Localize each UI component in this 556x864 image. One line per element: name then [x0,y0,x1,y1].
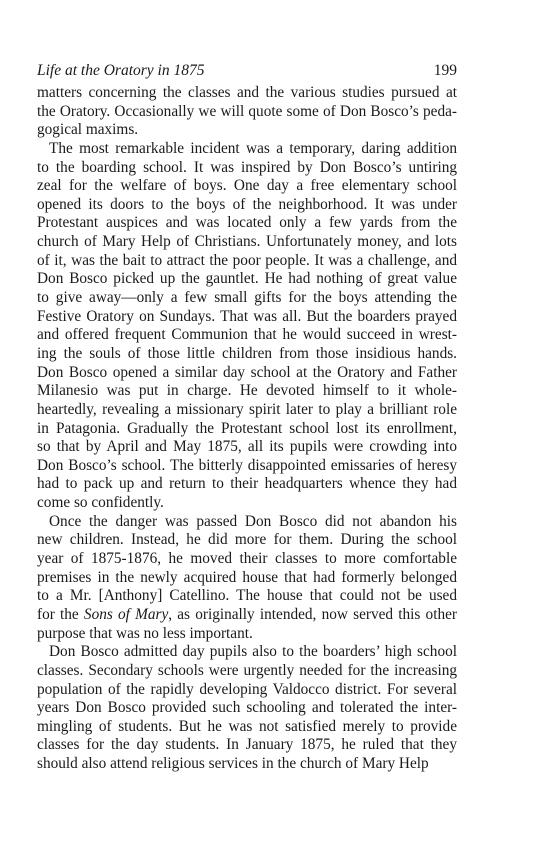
text-line: population of the rapidly developing Valdocco district. For several [37,680,457,698]
text-line: to give away—only a few small gifts for the boys attending the [37,289,457,307]
text-line: premises in the newly acquired house that had formerly belonged [37,568,457,586]
page-number: 199 [433,62,457,79]
text-line: matters concerning the classes and the various studies pursued at [37,84,457,101]
text-line: classes. Secondary schools were urgently needed for the increasing [37,661,457,679]
text-line: had to pack up and return to their headquarters whence they had [37,475,457,493]
text-line: of it, was the bait to attract the poor people. It was a challenge, and [37,251,457,269]
text-line: classes for the day students. In January 1875, he ruled that they [37,736,457,754]
text-line: Don Bosco picked up the gauntlet. He had nothing of great value [37,270,457,288]
text-line: ing the souls of those little children from those insidious hands. [37,344,457,362]
paragraph [37,84,457,140]
book-page [37,62,457,774]
text-line: the Oratory. Occasionally we will quote some of Don Bosco’s peda- [37,102,457,120]
text-line: zeal for the welfare of boys. One day a free elementary school [37,177,457,195]
text-line: Don Bosco’s school. The bitterly disappointed emissaries of heresy [37,456,457,474]
italic-title: Sons of Mary [83,605,169,623]
running-head [37,62,457,84]
text-line: purpose that was no less important. [37,624,253,642]
text-line: Don Bosco admitted day pupils also to the boarders’ high school [49,643,457,661]
text-line: mingling of students. But he was not satisfied merely to provide [37,717,457,735]
body-text [37,84,457,774]
text-line: Don Bosco opened a similar day school at the Oratory and Father [37,363,457,381]
text-line: gogical maxims. [37,121,139,139]
text-line: church of Mary Help of Christians. Unfortunately money, and lots [37,233,457,251]
paragraph [37,513,457,643]
text-line: for the Sons of Mary, as originally intended, now served this other [37,605,457,623]
text-line: Protestant auspices and was located only a few yards from the [37,214,457,232]
text-line: The most remarkable incident was a temporary, daring addition [49,139,457,157]
text-line: in Patagonia. Gradually the Protestant school lost its enrollment, [37,419,457,437]
text-line: Once the danger was passed Don Bosco did not abandon his [49,512,457,530]
text-line: and offered frequent Communion that he would succeed in wrest- [37,326,457,344]
text-line: to a Mr. [Anthony] Catellino. The house that could not be used [37,587,457,605]
running-title: Life at the Oratory in 1875 [37,62,205,79]
text-line: should also attend religious services in the church of Mary Help [37,755,429,773]
text-line: to the boarding school. It was inspired by Don Bosco’s untiring [37,158,457,176]
text-line: opened its doors to the boys of the neighborhood. It was under [37,195,457,213]
paragraph [37,140,457,513]
text-line: years Don Bosco provided such schooling and tolerated the inter- [37,699,457,717]
text-line: Milanesio was put in charge. He devoted himself to it whole- [37,382,457,400]
text-line: Festive Oratory on Sundays. That was all. But the boarders prayed [37,307,457,325]
text-line: year of 1875-1876, he moved their classes to more comfortable [37,550,457,568]
text-line: so that by April and May 1875, all its pupils were crowding into [37,438,457,456]
text-line: heartedly, revealing a missionary spirit later to play a brilliant role [37,400,457,418]
text-line: come so confidently. [37,494,164,512]
paragraph [37,643,457,773]
text-line: new children. Instead, he did more for them. During the school [37,531,457,549]
